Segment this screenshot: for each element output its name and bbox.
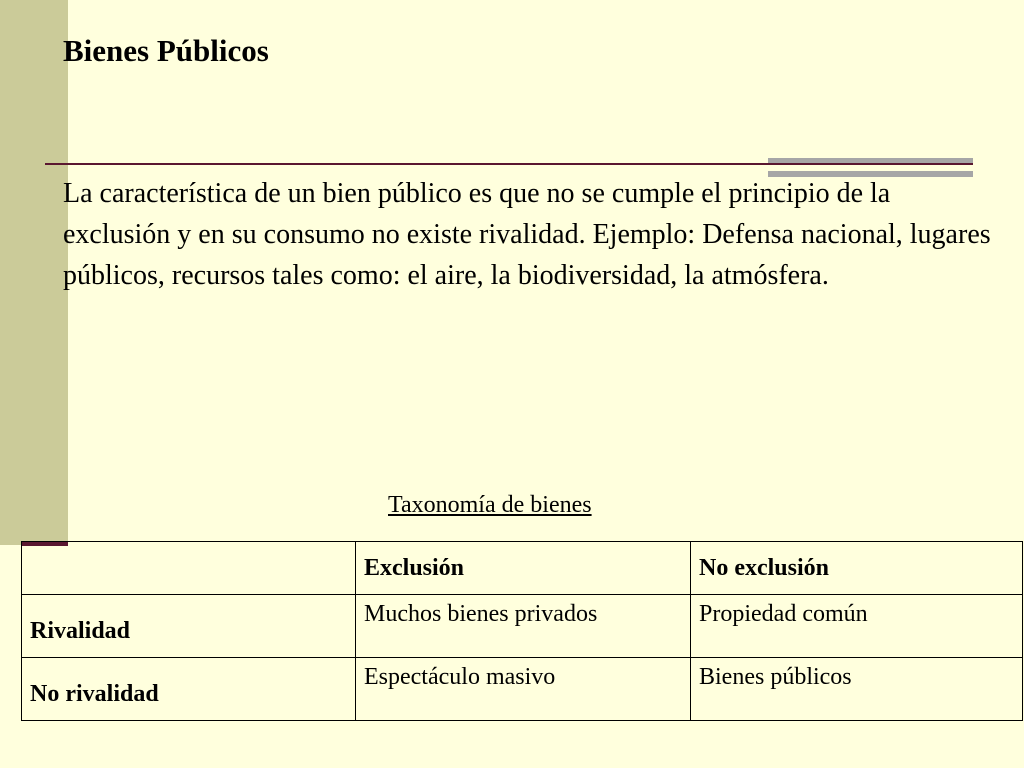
- table-row-header: Rivalidad: [22, 595, 356, 658]
- slide-title: Bienes Públicos: [63, 33, 269, 68]
- table-header-cell: [22, 542, 356, 595]
- table-cell: Espectáculo masivo: [356, 658, 691, 721]
- table-header-row: [22, 542, 1023, 595]
- table-header-cell: No exclusión: [691, 542, 1023, 595]
- table-cell: Bienes públicos: [691, 658, 1023, 721]
- table-row: [22, 595, 1023, 658]
- decorative-side-bar: [0, 0, 68, 545]
- table-header-cell: Exclusión: [356, 542, 691, 595]
- table-row-header: No rivalidad: [22, 658, 356, 721]
- taxonomy-table: [21, 541, 1023, 721]
- table-cell: Propiedad común: [691, 595, 1023, 658]
- table-cell: Muchos bienes privados: [356, 595, 691, 658]
- table-caption: Taxonomía de bienes: [388, 492, 592, 518]
- table-row: [22, 658, 1023, 721]
- slide-body-text: La característica de un bien público es que no se cumple el principio de la exclusión y en su consumo no existe rivalidad. Ejemplo: Defensa nacional, lugares públicos, recursos tales como: el aire, la biodiversidad, la atmósfera.: [63, 178, 991, 291]
